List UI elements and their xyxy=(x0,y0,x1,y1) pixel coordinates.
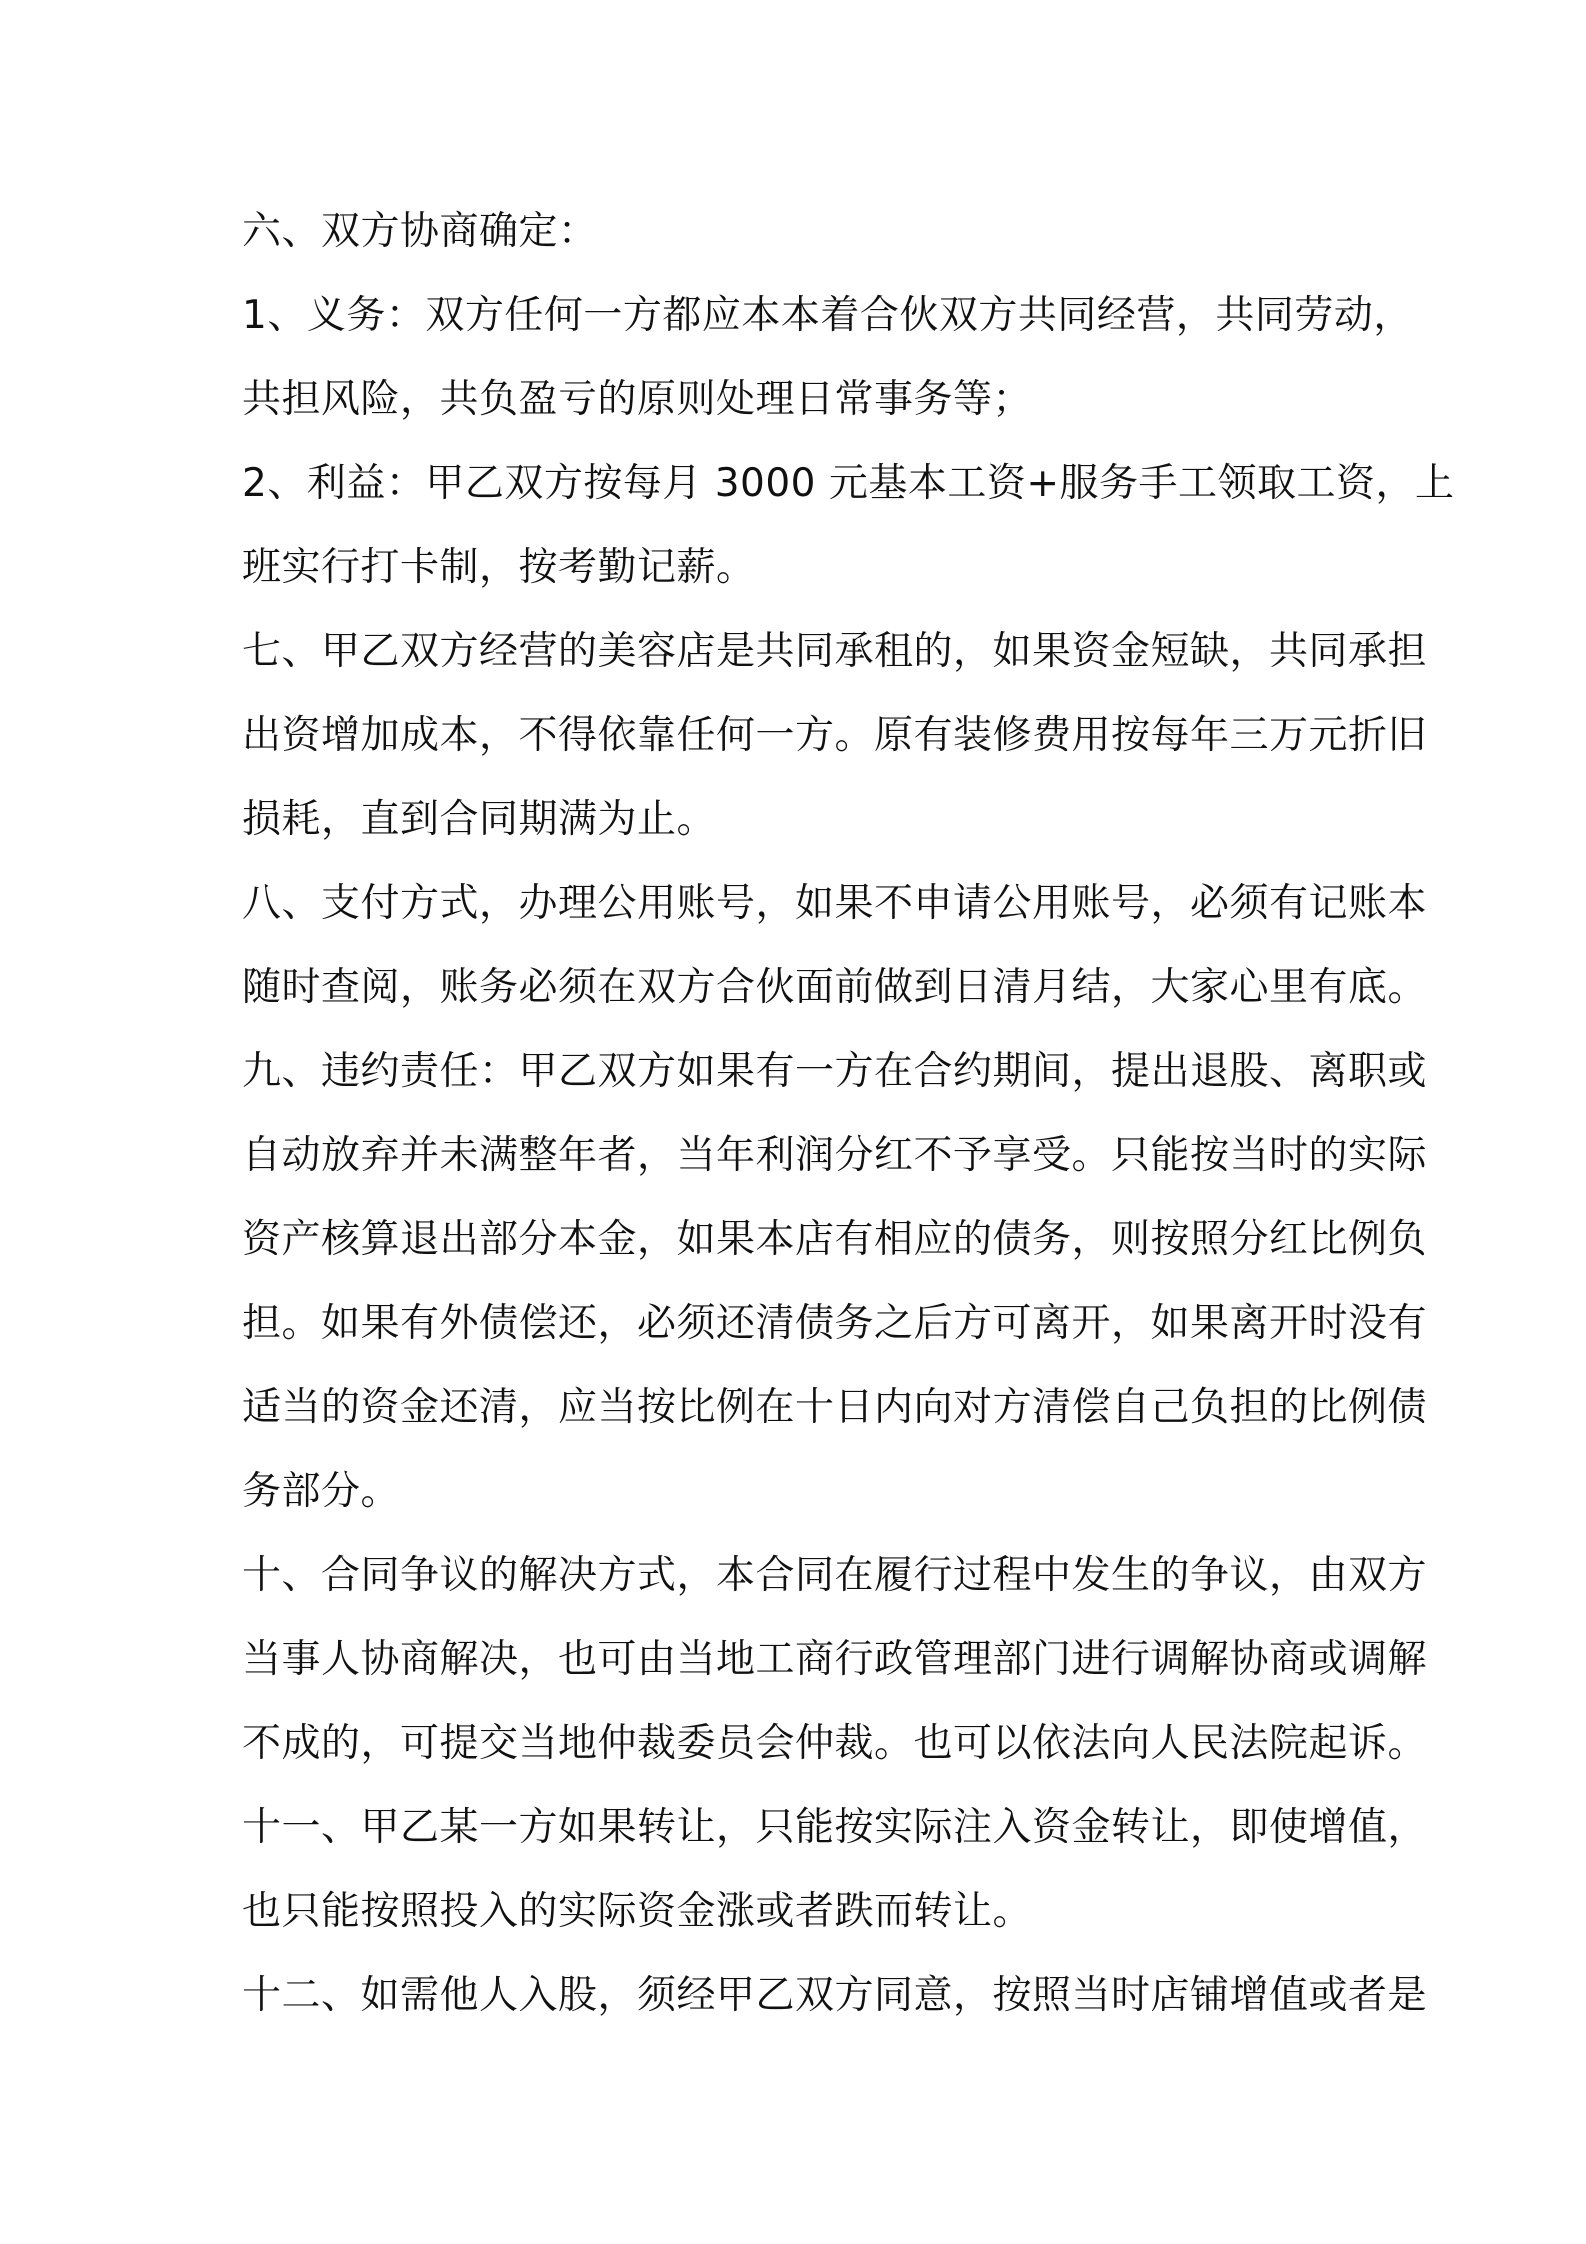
clause-seven-line-1: 七、甲乙双方经营的美容店是共同承租的，如果资金短缺，共同承担 xyxy=(242,629,1428,674)
clause-six-item-1-line-2: 共担风险，共负盈亏的原则处理日常事务等； xyxy=(242,377,1033,422)
clause-ten-line-1: 十、合同争议的解决方式，本合同在履行过程中发生的争议，由双方 xyxy=(242,1553,1428,1598)
clause-twelve-line-1: 十二、如需他人入股，须经甲乙双方同意，按照当时店铺增值或者是 xyxy=(242,1973,1428,2018)
clause-nine-line-2: 自动放弃并未满整年者，当年利润分红不予享受。只能按当时的实际 xyxy=(242,1133,1428,1178)
clause-six-heading: 六、双方协商确定： xyxy=(242,209,598,254)
contract-text xyxy=(242,190,1455,2038)
clause-seven-line-3: 损耗，直到合同期满为止。 xyxy=(242,797,717,842)
clause-six-item-2-line-2: 班实行打卡制，按考勤记薪。 xyxy=(242,545,756,590)
clause-eight-line-2: 随时查阅，账务必须在双方合伙面前做到日清月结，大家心里有底。 xyxy=(242,965,1428,1010)
clause-nine-line-4: 担。如果有外债偿还，必须还清债务之后方可离开，如果离开时没有 xyxy=(242,1301,1428,1346)
clause-nine-line-5: 适当的资金还清，应当按比例在十日内向对方清偿自己负担的比例债 xyxy=(242,1385,1428,1430)
clause-eight-line-1: 八、支付方式，办理公用账号，如果不申请公用账号，必须有记账本 xyxy=(242,881,1428,926)
clause-nine-line-1: 九、违约责任：甲乙双方如果有一方在合约期间，提出退股、离职或 xyxy=(242,1049,1428,1094)
clause-eleven-line-1: 十一、甲乙某一方如果转让，只能按实际注入资金转让，即使增值， xyxy=(242,1805,1428,1850)
clause-ten-line-2: 当事人协商解决，也可由当地工商行政管理部门进行调解协商或调解 xyxy=(242,1637,1428,1682)
clause-ten-line-3: 不成的，可提交当地仲裁委员会仲裁。也可以依法向人民法院起诉。 xyxy=(242,1721,1428,1766)
clause-eleven-line-2: 也只能按照投入的实际资金涨或者跌而转让。 xyxy=(242,1889,1033,1934)
clause-nine-line-6: 务部分。 xyxy=(242,1469,401,1514)
clause-six-item-2-line-1: 2、利益：甲乙双方按每月 3000 元基本工资+服务手工领取工资，上 xyxy=(242,461,1455,506)
clause-seven-line-2: 出资增加成本，不得依靠任何一方。原有装修费用按每年三万元折旧 xyxy=(242,713,1428,758)
clause-six-item-1-line-1: 1、义务：双方任何一方都应本本着合伙双方共同经营，共同劳动， xyxy=(242,293,1413,338)
clause-nine-line-3: 资产核算退出部分本金，如果本店有相应的债务，则按照分红比例负 xyxy=(242,1217,1428,1262)
